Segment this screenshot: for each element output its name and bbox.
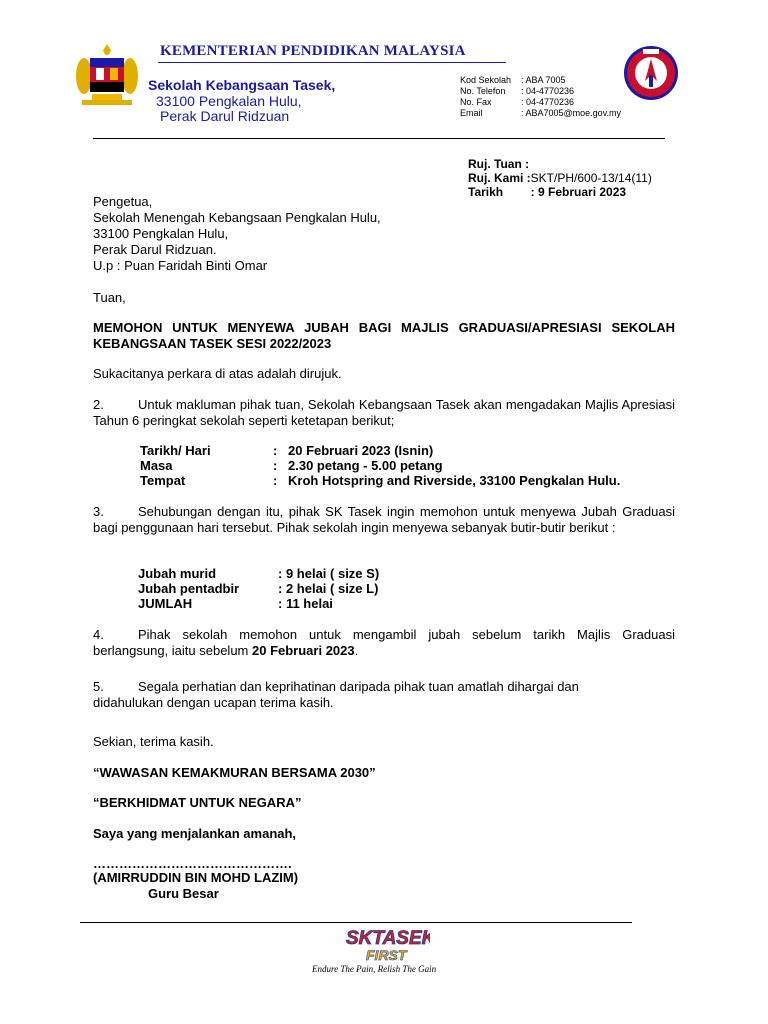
paragraph-text-end: . (354, 643, 359, 658)
event-detail-row (140, 473, 620, 488)
jubah-label: JUMLAH (138, 596, 193, 611)
recipient-line: Sekolah Menengah Kebangsaan Pengkalan Hulu, (93, 210, 381, 225)
event-detail-label: Masa (140, 458, 173, 473)
event-details (140, 443, 620, 488)
jubah-label: Jubah pentadbir (138, 581, 240, 596)
motto-berkhidmat: “BERKHIDMAT UNTUK NEGARA” (93, 795, 302, 810)
motto-wawasan: “WAWASAN KEMAKMURAN BERSAMA 2030” (93, 765, 376, 780)
recipient-line: U.p : Puan Faridah Binti Omar (93, 258, 268, 273)
event-detail-value: Kroh Hotspring and Riverside, 33100 Pengkalan Hulu. (288, 473, 621, 488)
ruj-tuan-label: Ruj. Tuan : (468, 157, 530, 171)
paragraph-2 (93, 397, 675, 429)
footer-divider (80, 922, 632, 923)
contact-label: Kod Sekolah (460, 75, 512, 85)
paragraph-text: Pihak sekolah memohon untuk mengambil jubah sebelum tarikh Majlis Graduasi berlangsung, iaitu sebelum (93, 627, 675, 658)
school-address-line1: 33100 Pengkalan Hulu, (156, 93, 302, 109)
signature-intro: Saya yang menjalankan amanah, (93, 826, 297, 841)
sk-tasek-first-logo (340, 924, 430, 967)
jubah-row (138, 581, 379, 596)
jubah-row (138, 596, 379, 611)
paragraph-4 (93, 627, 675, 659)
jubah-label: Jubah murid (138, 566, 217, 581)
logo-text-first: FIRST (366, 947, 407, 963)
letter-subject: MEMOHON UNTUK MENYEWA JUBAH BAGI MAJLIS GRADUASI/APRESIASI SEKOLAH KEBANGSAAN TASEK SESI 2022/2023 (93, 320, 675, 351)
contact-label: No. Fax (460, 97, 492, 107)
paragraph-text: Segala perhatian dan keprihatinan daripada pihak tuan amatlah dihargai dan didahulukan dengan ucapan terima kasih. (93, 679, 579, 710)
logo-text-sktasek: SKTASEK (346, 928, 430, 949)
paragraph-3 (93, 504, 675, 536)
highlighted-date: 20 Februari 2023 (252, 643, 355, 658)
paragraph-number: 3. (93, 504, 104, 519)
malaysia-coat-of-arms-logo (72, 42, 142, 111)
event-detail-sep: : (273, 458, 278, 473)
paragraph-text: Sehubungan dengan itu, pihak SK Tasek ingin memohon untuk menyewa Jubah Graduasi bagi penggunaan hari tersebut. Pihak sekolah ingin menyewa sebanyak butir-butir berikut : (93, 504, 675, 535)
school-address-line2: Perak Darul Ridzuan (160, 108, 290, 124)
recipient-line: Pengetua, (93, 194, 153, 209)
tarikh-value: : 9 Februari 2023 (530, 185, 627, 199)
school-name: Sekolah Kebangsaan Tasek, (148, 77, 336, 93)
contact-row (460, 97, 621, 108)
signature-dots: ………………………………………. (93, 856, 292, 871)
event-detail-row (140, 443, 620, 458)
jubah-value: : 11 helai (278, 596, 333, 611)
ministry-name: KEMENTERIAN PENDIDIKAN MALAYSIA (160, 43, 466, 59)
event-detail-label: Tempat (140, 473, 186, 488)
jubah-value: : 9 helai ( size S) (278, 566, 380, 581)
paragraph-number: 5. (93, 679, 104, 694)
ruj-kami-label: Ruj. Kami : (468, 171, 531, 185)
recipient-line: 33100 Pengkalan Hulu, (93, 226, 229, 241)
school-badge-logo (623, 45, 679, 104)
school-contact-block (460, 75, 621, 119)
tarikh-label: Tarikh (468, 185, 504, 199)
event-detail-sep: : (273, 443, 278, 458)
contact-label: No. Telefon (460, 86, 506, 96)
salutation: Tuan, (93, 290, 126, 305)
paragraph-1: Sukacitanya perkara di atas adalah dirujuk. (93, 366, 342, 381)
contact-row (460, 108, 621, 119)
ministry-underline (158, 62, 506, 63)
event-detail-row (140, 458, 620, 473)
jubah-value: : 2 helai ( size L) (278, 581, 379, 596)
contact-value: : ABA7005@moe.gov.my (521, 108, 622, 118)
paragraph-number: 4. (93, 627, 104, 642)
event-detail-sep: : (273, 473, 278, 488)
event-detail-value: 20 Februari 2023 (Isnin) (288, 443, 434, 458)
contact-value: : ABA 7005 (521, 75, 566, 85)
recipient-address (93, 194, 675, 274)
recipient-line: Perak Darul Ridzuan. (93, 242, 217, 257)
jubah-row (138, 566, 379, 581)
signer-name: (AMIRRUDDIN BIN MOHD LAZIM) (93, 870, 299, 885)
footer-slogan: Endure The Pain, Relish The Gain (312, 964, 437, 974)
ruj-kami-value: SKT/PH/600-13/14(11) (530, 171, 652, 185)
contact-value: : 04-4770236 (521, 97, 575, 107)
event-detail-label: Tarikh/ Hari (140, 443, 211, 458)
paragraph-text: Untuk makluman pihak tuan, Sekolah Kebangsaan Tasek akan mengadakan Majlis Apresiasi Tahun 6 peringkat sekolah seperti ketetapan berikut; (93, 397, 675, 428)
contact-row (460, 86, 621, 97)
header-divider (93, 138, 665, 139)
paragraph-number: 2. (93, 397, 104, 412)
contact-row (460, 75, 621, 86)
jubah-list (138, 566, 379, 611)
paragraph-5 (93, 679, 633, 711)
reference-block (468, 157, 652, 199)
closing-line: Sekian, terima kasih. (93, 734, 214, 749)
signer-title: Guru Besar (148, 886, 219, 901)
contact-label: Email (460, 108, 483, 118)
event-detail-value: 2.30 petang - 5.00 petang (288, 458, 443, 473)
contact-value: : 04-4770236 (521, 86, 575, 96)
